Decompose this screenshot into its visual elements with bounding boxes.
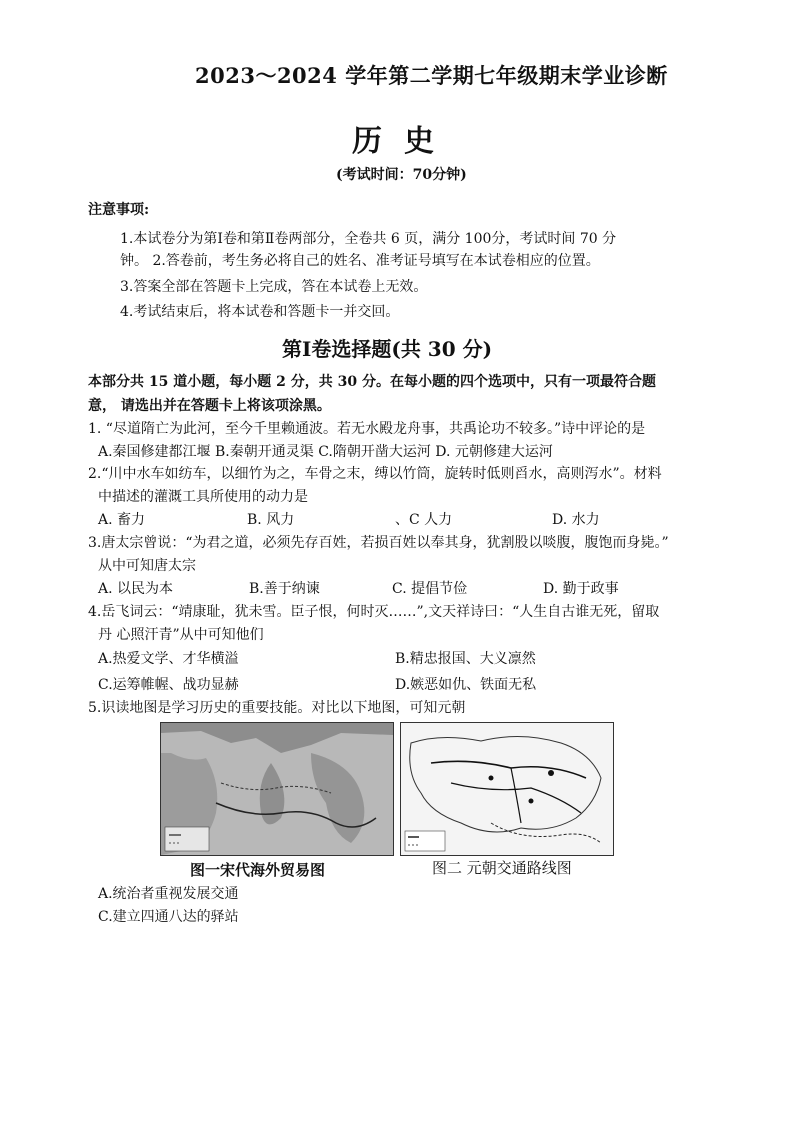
q1-stem: 1. “尽道隋亡为此河，至今千里赖通波。若无水殿龙舟事，共禹论功不较多。”诗中评论的是 <box>88 421 646 437</box>
song-trade-map-drawing <box>161 723 393 855</box>
q2-option-c: 、C 人力 <box>395 512 453 528</box>
q4-stem-2: 丹 心照汗青”从中可知他们 <box>98 627 264 643</box>
yuan-transport-map-drawing <box>401 723 613 855</box>
q4-option-b: B.精忠报国、大义凛然 <box>395 651 536 667</box>
notice-line-4: 4.考试结束后，将本试卷和答题卡一并交回。 <box>120 304 400 320</box>
section-instruction-1: 本部分共 15 道小题，每小题 2 分，共 30 分。在每小题的四个选项中，只有一项最符合题 <box>88 374 656 390</box>
notice-line-1: 1.本试卷分为第Ⅰ卷和第Ⅱ卷两部分，全卷共 6 页，满分 100分，考试时间 70 分 <box>120 231 617 247</box>
map1-caption: 图一宋代海外贸易图 <box>190 861 326 879</box>
q3-option-b: B.善于纳谏 <box>249 581 320 597</box>
q4-option-d: D.嫉恶如仇、铁面无私 <box>395 677 537 693</box>
q4-option-c: C.运筹帷幄、战功显赫 <box>98 677 239 693</box>
q3-option-d: D. 勤于政事 <box>543 581 619 597</box>
q5-option-a: A.统治者重视发展交通 <box>98 886 239 902</box>
q3-stem-2: 从中可知唐太宗 <box>98 558 196 574</box>
yuan-transport-map-image <box>400 722 614 856</box>
map2-caption: 图二 元朝交通路线图 <box>432 859 572 877</box>
section-title: 第Ⅰ卷选择题(共 30 分) <box>282 337 493 361</box>
q2-option-d: D. 水力 <box>552 512 600 528</box>
q2-stem-2: 中描述的灌溉工具所使用的动力是 <box>98 489 308 505</box>
q1-options: A.秦国修建都江堰 B.秦朝开通灵渠 C.隋朝开凿大运河 D. 元朝修建大运河 <box>98 444 553 460</box>
q5-option-c: C.建立四通八达的驿站 <box>98 909 239 925</box>
section-instruction-2: 意， 请选出并在答题卡上将该项涂黑。 <box>88 398 331 414</box>
q3-option-c: C. 提倡节俭 <box>392 581 468 597</box>
q2-stem-1: 2.“川中水车如纺车，以细竹为之，车骨之末，缚以竹筒，旋转时低则舀水，高则泻水”。材料 <box>88 466 662 482</box>
q4-stem-1: 4.岳飞词云：“靖康耻，犹未雪。臣子恨，何时灭……”,文天祥诗曰：“人生自古谁无死，留取 <box>88 604 660 620</box>
notice-heading: 注意事项: <box>88 202 150 218</box>
notice-line-2: 钟。 2.答卷前，考生务必将自己的姓名、准考证号填写在本试卷相应的位置。 <box>120 253 600 269</box>
q2-option-a: A. 畜力 <box>98 512 146 528</box>
q5-stem: 5.识读地图是学习历史的重要技能。对比以下地图，可知元朝 <box>88 700 466 716</box>
notice-line-3: 3.答案全部在答题卡上完成，答在本试卷上无效。 <box>120 279 428 295</box>
q2-option-b: B. 风力 <box>247 512 295 528</box>
q3-stem-1: 3.唐太宗曾说：“为君之道，必须先存百姓，若损百姓以奉其身，犹割股以啖腹，腹饱而身毙。” <box>88 535 669 551</box>
exam-time: (考试时间：70分钟) <box>336 167 467 183</box>
song-trade-map-image <box>160 722 394 856</box>
q4-option-a: A.热爱文学、才华横溢 <box>98 651 239 667</box>
q3-option-a: A. 以民为本 <box>98 581 174 597</box>
subject-title: 历史 <box>352 124 456 159</box>
exam-title: 2023～2024 学年第二学期七年级期末学业诊断 <box>195 63 668 88</box>
